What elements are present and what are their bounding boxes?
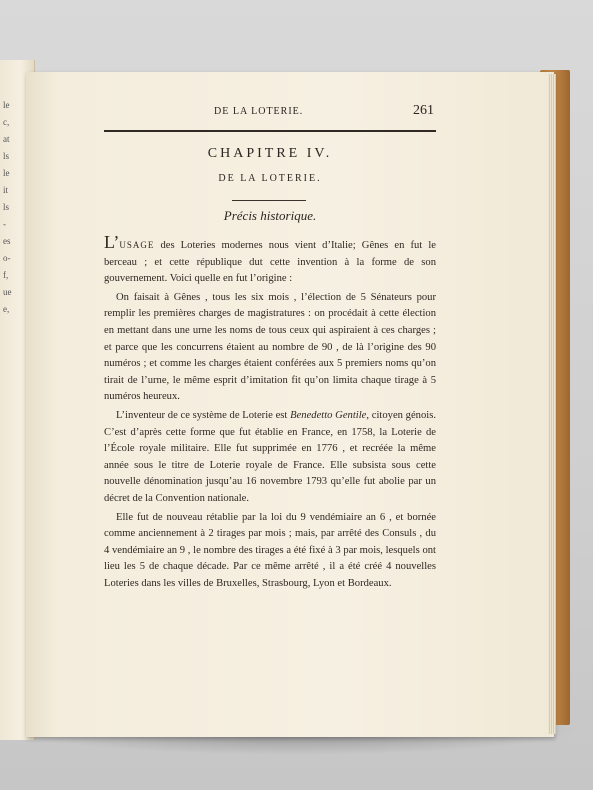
small-caps-word: USAGE — [119, 240, 155, 250]
facing-page-fragment: ls — [3, 151, 10, 161]
facing-page-fragment: it — [3, 185, 9, 195]
inventor-name: Benedetto Gentile — [290, 409, 367, 421]
paragraph — [104, 408, 436, 508]
header-rule — [104, 130, 436, 132]
paragraph — [104, 234, 436, 288]
paragraph-text: Elle fut de nouveau rétablie par la loi du 9 vendémiaire an 6 , et bornée comme anciennement à 2 tirages par mois ; mais, par arrêté des Consuls , du 4 vendémiaire an 9 , le nombre des tirages a été fixé à 3 par mois, lesquels ont lieu les 5 de chaque décade. Par ce même arrêté , il a été créé 4 nouvelles Loteries dans les villes de Bruxelles, Strasbourg, Lyon et Bordeaux. — [104, 511, 436, 589]
facing-page-fragment: ls — [3, 202, 10, 212]
paragraph-text: L’inventeur de ce système de Loterie est — [116, 409, 291, 421]
body-text — [104, 234, 436, 594]
facing-page-fragment: - — [3, 219, 6, 229]
facing-page-fragment: le — [3, 168, 10, 178]
running-header — [104, 103, 434, 122]
chapter-subtitle: DE LA LOTERIE. — [218, 173, 322, 184]
paragraph-text: On faisait à Gênes , tous les six mois , l’élection de 5 Sénateurs pour remplir les premières charges de magistratures : on procédait à cette élection en mettant dans une urne les noms de tous ceux qui aspiraient à ces charges ; et parce que les concurrens étaient au nombre de 90 , de là l’origine des 90 numéros ; et comme les charges étaient conférées aux 5 premiers noms qu’on tirait de l’urne, le même esprit d’imitation fit qu’on limita chaque tirage à 5 numéros heureux. — [104, 291, 436, 403]
chapter-title: CHAPITRE IV. — [207, 146, 333, 161]
paragraph — [104, 290, 436, 406]
paragraph-text: des Loteries modernes nous vient d’Italie; Gênes en fut le berceau ; et cette république dut cette invention à la forme de son gouvernement. Voici quelle en fut l’origine : — [104, 240, 436, 285]
drop-cap: L’ — [104, 232, 120, 252]
facing-page-fragment: es — [3, 236, 11, 246]
facing-page-fragment: at — [3, 134, 10, 144]
facing-page-fragment: le — [3, 100, 10, 110]
running-head-title: DE LA LOTERIE. — [214, 106, 304, 117]
facing-page-fragment: e, — [3, 304, 10, 314]
title-rule — [232, 200, 306, 201]
facing-page-fragment: c, — [3, 117, 10, 127]
paragraph — [104, 510, 436, 593]
page-edges — [548, 74, 556, 734]
section-title: Précis historique. — [223, 208, 317, 223]
paragraph-text: , citoyen génois. C’est d’après cette forme que fut établie en France, en 1758, la Loterie de l’École royale militaire. Elle fut supprimée en 1776 , et recréée la même année sous le titre de Loterie royale de France. Elle subsista sous cette nouvelle dénomination jusqu’au 16 novembre 1793 qu’elle fut abolie par un décret de la Convention nationale. — [104, 409, 436, 504]
page-number: 261 — [413, 103, 434, 118]
facing-page-fragment: o- — [3, 253, 11, 263]
facing-page-fragment: f, — [3, 270, 9, 280]
facing-page-fragment: ue — [3, 287, 12, 297]
